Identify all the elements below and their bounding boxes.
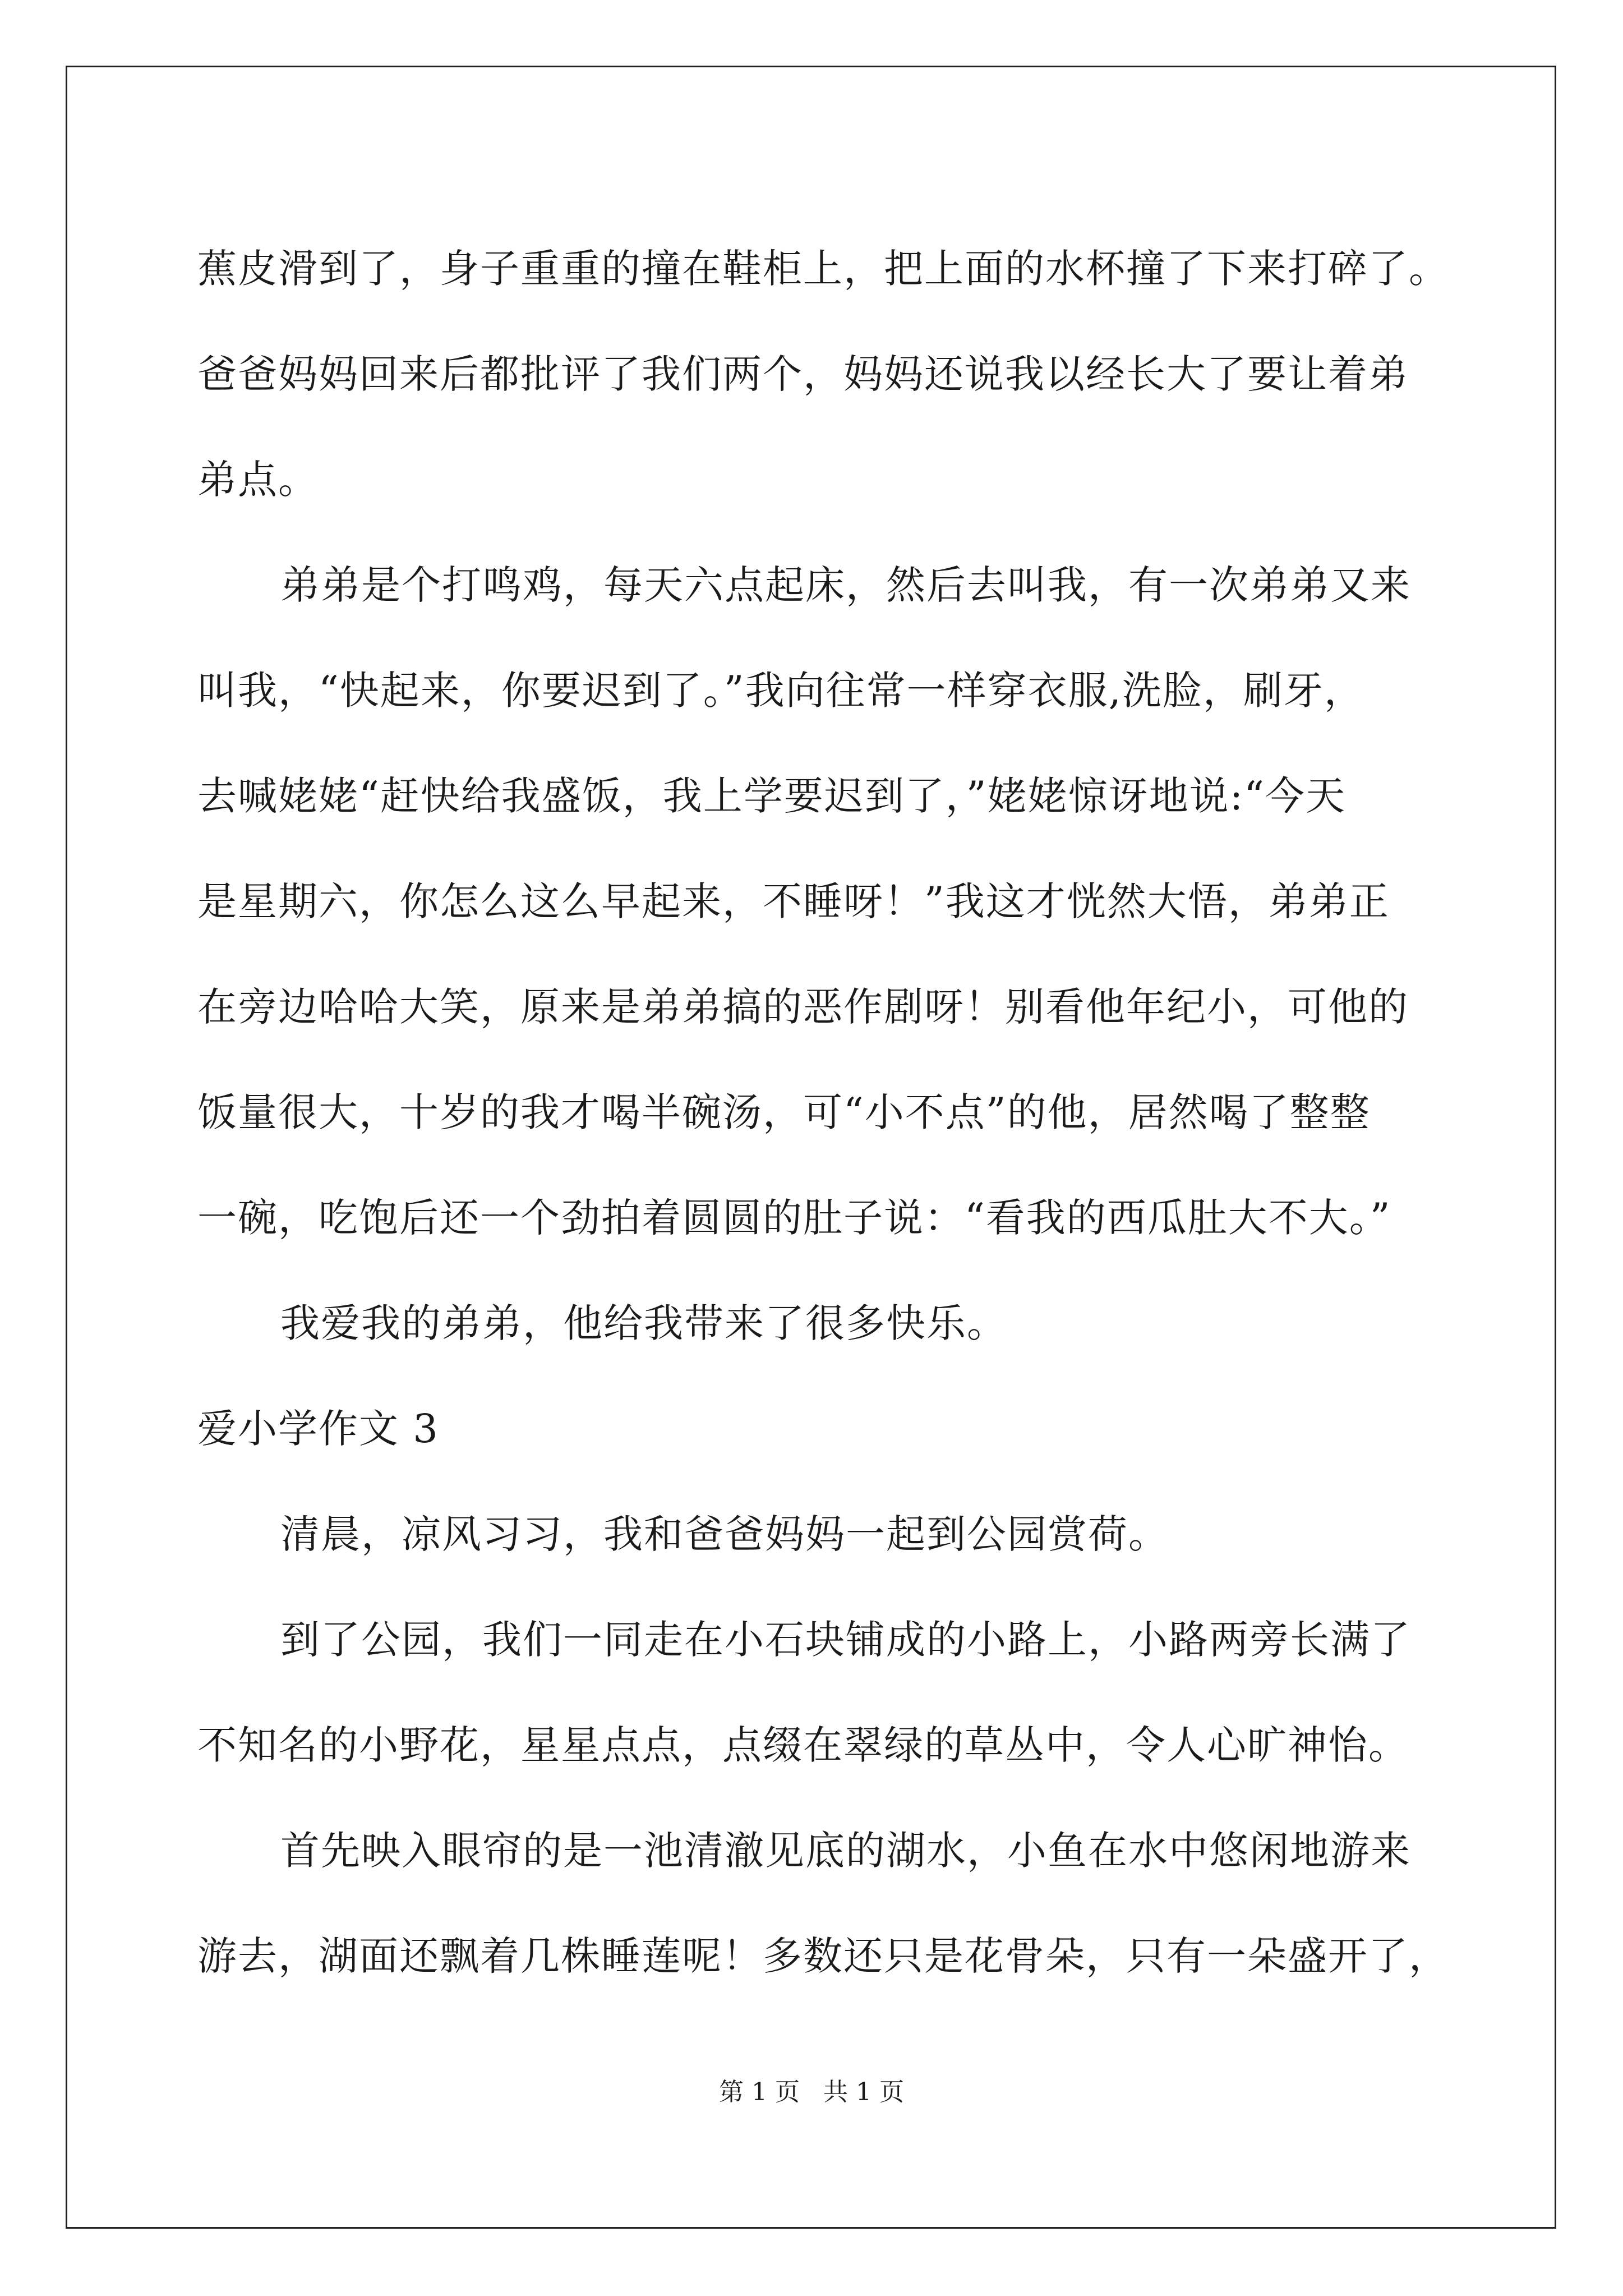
document-body (197, 216, 1449, 2009)
text-line-5: 叫我，“快起来，你要迟到了。”我向往常一样穿衣服,洗脸，刷牙， (197, 668, 1364, 714)
text-line-11: 我爱我的弟弟，他给我带来了很多快乐。 (280, 1300, 1007, 1346)
text-line-16: 首先映入眼帘的是一池清澈见底的湖水，小鱼在水中悠闲地游来 (280, 1828, 1411, 1874)
page-number-footer: 第 1 页 共 1 页 (719, 2078, 904, 2106)
text-line-10: 一碗，吃饱后还一个劲拍着圆圆的肚子说：“看我的西瓜肚大不大。” (197, 1195, 1391, 1241)
text-line-9: 饭量很大，十岁的我才喝半碗汤，可“小不点”的他，居然喝了整整 (197, 1089, 1371, 1135)
text-line-1: 蕉皮滑到了，身子重重的撞在鞋柜上，把上面的水杯撞了下来打碎了。 (197, 246, 1449, 292)
text-line-15: 不知名的小野花，星星点点，点缀在翠绿的草丛中，令人心旷神怡。 (197, 1722, 1409, 1768)
section-heading: 爱小学作文 3 (197, 1406, 439, 1452)
text-line-3: 弟点。 (197, 457, 319, 503)
text-line-13: 清晨，凉风习习，我和爸爸妈妈一起到公园赏荷。 (280, 1511, 1169, 1557)
text-line-8: 在旁边哈哈大笑，原来是弟弟搞的恶作剧呀！别看他年纪小，可他的 (197, 984, 1409, 1030)
text-line-6: 去喊姥姥“赶快给我盛饭，我上学要迟到了，”姥姥惊讶地说:“今天 (197, 773, 1346, 819)
text-line-17: 游去，湖面还飘着几株睡莲呢！多数还只是花骨朵，只有一朵盛开了， (197, 1933, 1449, 1979)
text-line-2: 爸爸妈妈回来后都批评了我们两个，妈妈还说我以经长大了要让着弟 (197, 351, 1409, 397)
text-line-14: 到了公园，我们一同走在小石块铺成的小路上，小路两旁长满了 (280, 1617, 1411, 1663)
text-line-4: 弟弟是个打鸣鸡，每天六点起床，然后去叫我，有一次弟弟又来 (280, 562, 1411, 608)
text-line-7: 是星期六，你怎么这么早起来，不睡呀！”我这才恍然大悟，弟弟正 (197, 878, 1390, 924)
